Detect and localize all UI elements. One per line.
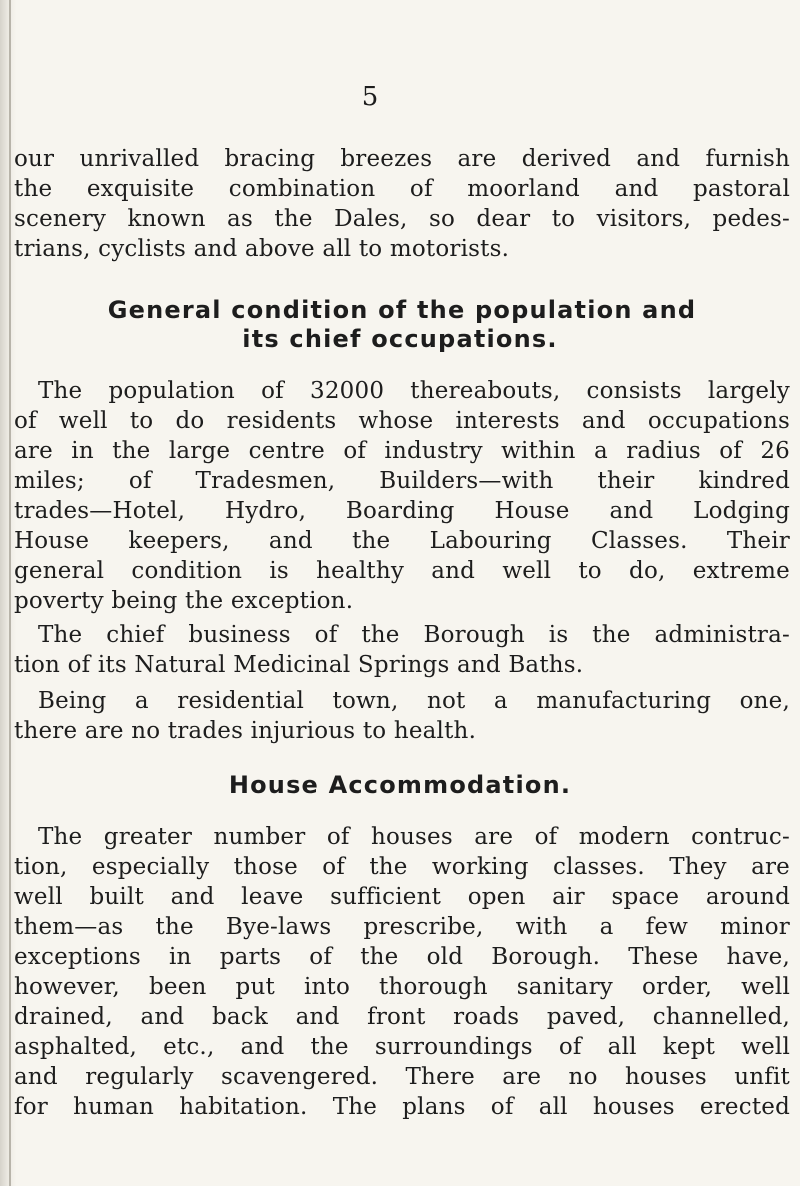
paragraph-line: well built and leave sufficient open air space around xyxy=(14,884,790,910)
paragraph-line: tion of its Natural Medicinal Springs and Baths. xyxy=(14,652,584,678)
paragraph-line: asphalted, etc., and the surroundings of all kept well xyxy=(14,1034,790,1060)
section-heading-house-accommodation: House Accommodation. xyxy=(228,771,572,799)
paragraph-line: House keepers, and the Labouring Classes. Their xyxy=(14,528,790,554)
paragraph-line: general condition is healthy and well to do, extreme xyxy=(14,558,790,584)
paragraph-line: and regularly scavengered. There are no houses unfit xyxy=(14,1064,790,1090)
paragraph-line: them—as the Bye-laws prescribe, with a few minor xyxy=(14,914,790,940)
paragraph-line: exceptions in parts of the old Borough. These have, xyxy=(14,944,790,970)
paragraph-line: however, been put into thorough sanitary order, well xyxy=(14,974,790,1000)
paragraph-line: The chief business of the Borough is the administra- xyxy=(38,622,790,648)
paragraph-line: trades—Hotel, Hydro, Boarding House and Lodging xyxy=(14,498,790,524)
paragraph-line: of well to do residents whose interests and occupations xyxy=(14,408,790,434)
section-heading-occupations: its chief occupations. xyxy=(242,325,558,353)
paragraph-line: drained, and back and front roads paved, channelled, xyxy=(14,1004,790,1030)
paragraph-line: Being a residential town, not a manufacturing one, xyxy=(38,688,790,714)
paragraph-line: The population of 32000 thereabouts, consists largely xyxy=(38,378,790,404)
paragraph-line: for human habitation. The plans of all houses erected xyxy=(14,1094,790,1120)
paragraph-line: are in the large centre of industry within a radius of 26 xyxy=(14,438,790,464)
intro-line: the exquisite combination of moorland and pastoral xyxy=(14,176,790,202)
paragraph-line: The greater number of houses are of modern contruc- xyxy=(38,824,790,850)
intro-line: scenery known as the Dales, so dear to visitors, pedes- xyxy=(14,206,790,232)
intro-line: our unrivalled bracing breezes are derived and furnish xyxy=(14,146,790,172)
paragraph-line: poverty being the exception. xyxy=(14,588,354,614)
intro-line: trians, cyclists and above all to motorists. xyxy=(14,236,510,262)
page-number: 5 xyxy=(361,82,379,112)
paragraph-line: miles; of Tradesmen, Builders—with their kindred xyxy=(14,468,790,494)
section-heading-population: General condition of the population and xyxy=(107,296,697,324)
paragraph-line: tion, especially those of the working classes. They are xyxy=(14,854,790,880)
paragraph-line: there are no trades injurious to health. xyxy=(14,718,477,744)
